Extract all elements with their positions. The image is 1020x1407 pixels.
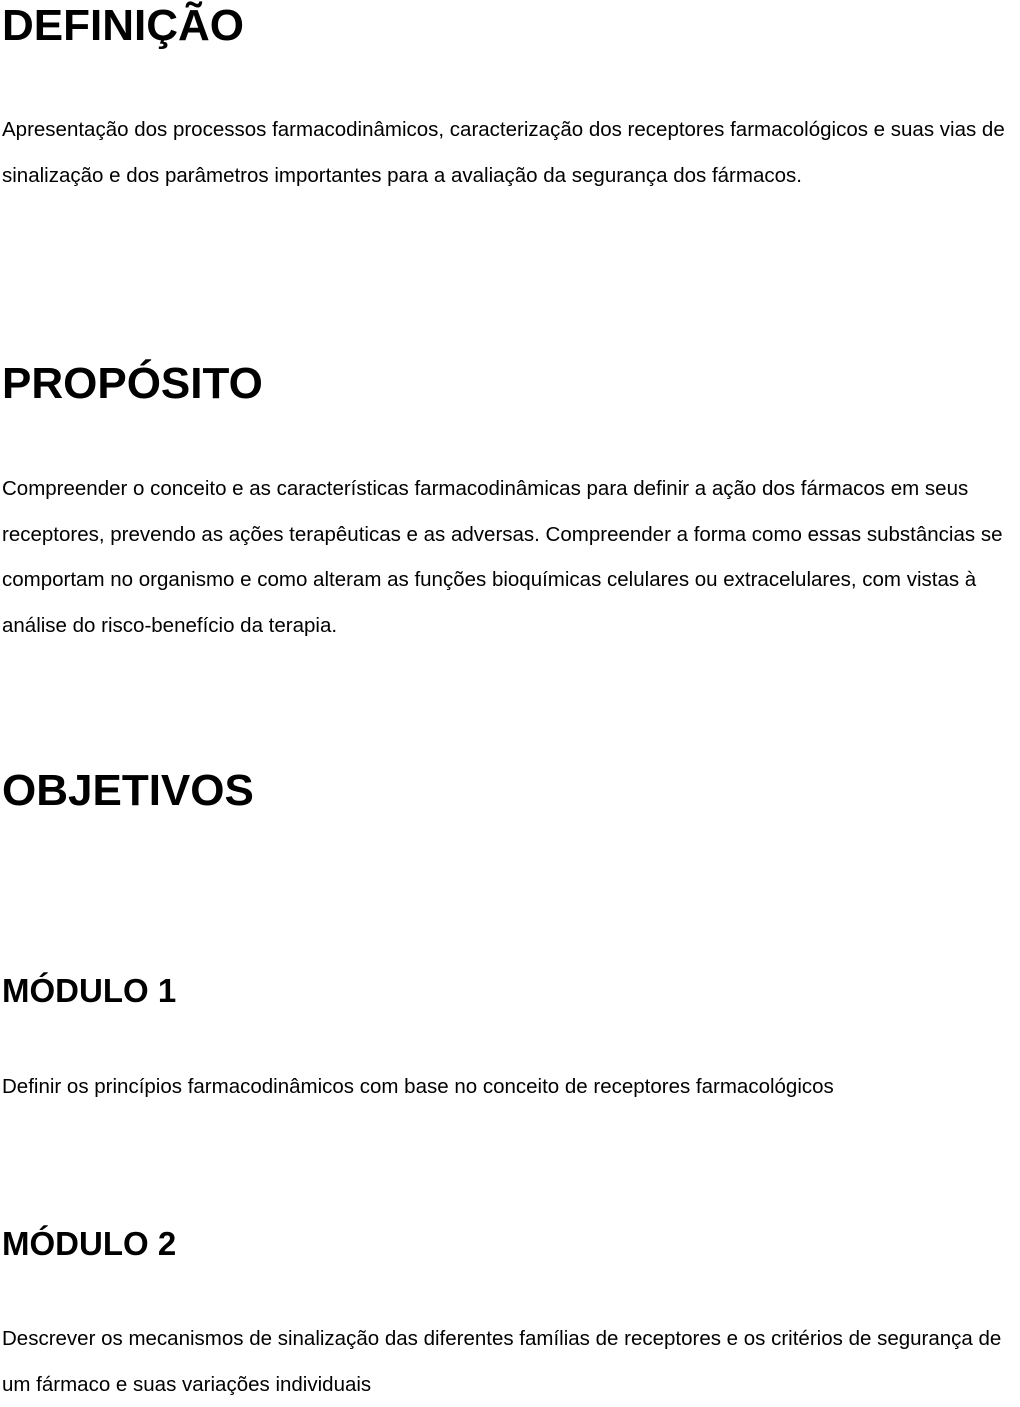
proposito-heading: PROPÓSITO [2, 359, 263, 408]
modulo-2-text: Descrever os mecanismos de sinalização das diferentes famílias de receptores e os critérios de segurança de um fármaco e suas variações individuais [2, 1327, 1002, 1396]
definicao-heading: DEFINIÇÃO [2, 1, 244, 50]
objetivos-heading: OBJETIVOS [2, 766, 254, 815]
modulo-1-heading: MÓDULO 1 [2, 972, 177, 1009]
modulo-1-text: Definir os princípios farmacodinâmicos com base no conceito de receptores farmacológicos [2, 1075, 834, 1098]
modulo-2-heading: MÓDULO 2 [2, 1225, 177, 1262]
definicao-text: Apresentação dos processos farmacodinâmicos, caracterização dos receptores farmacológicos e suas vias de sinalização e dos parâmetros importantes para a avaliação da segurança dos fármacos. [2, 118, 1005, 187]
proposito-text: Compreender o conceito e as características farmacodinâmicas para definir a ação dos fármacos em seus receptores, prevendo as ações terapêuticas e as adversas. Compreender a forma como essas substâncias se comportam no organismo e como alteram as funções bioquímicas celulares ou extracelulares, com vistas à análise do risco-benefício da terapia. [2, 477, 1003, 637]
